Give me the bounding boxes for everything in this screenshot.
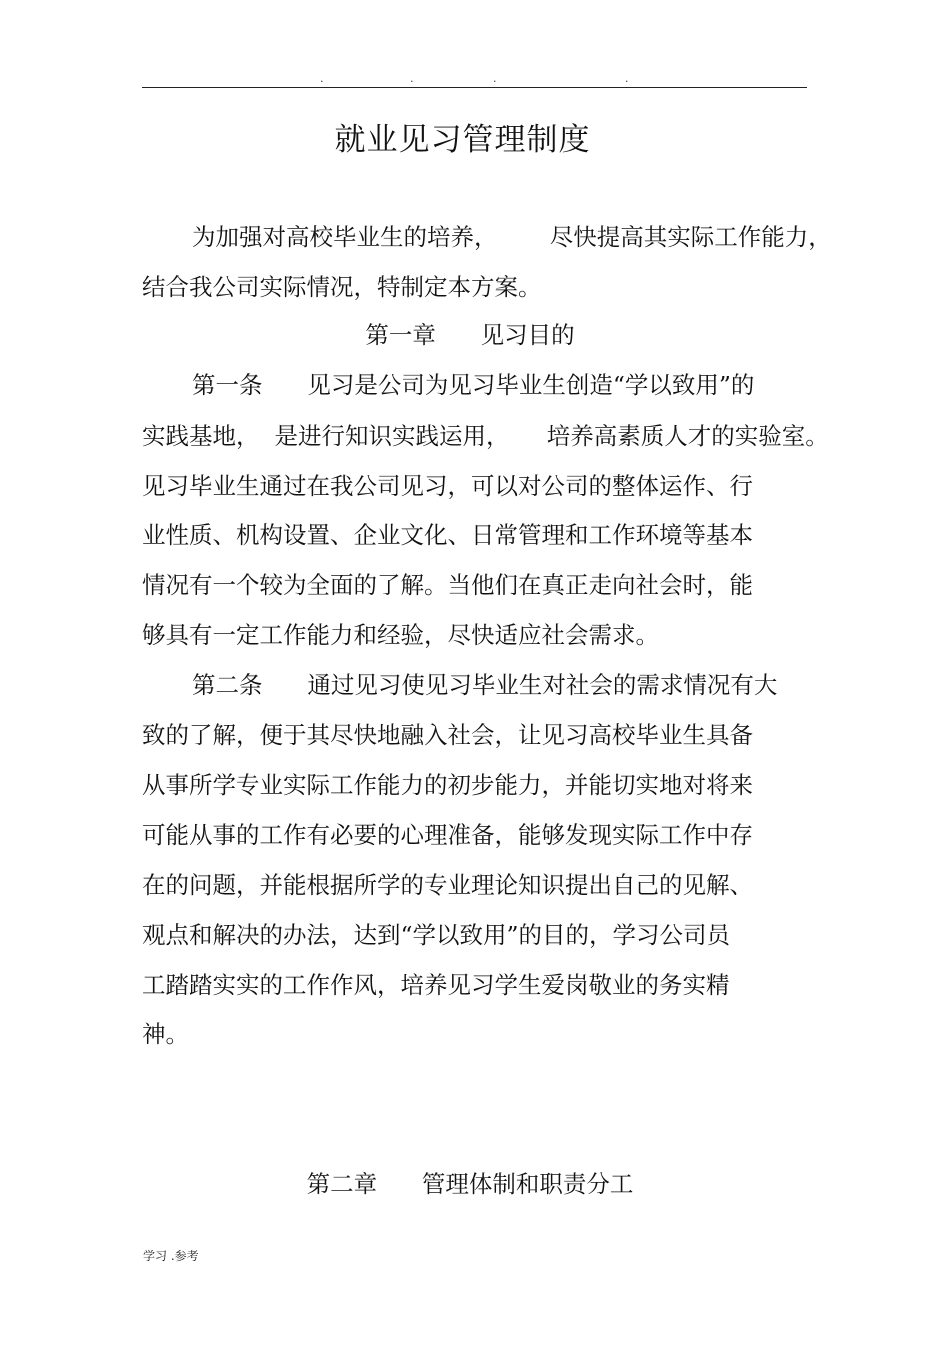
header-dot: . <box>493 72 497 85</box>
paragraph-line: 神。 <box>142 1020 189 1048</box>
header-dot: . <box>410 72 414 85</box>
paragraph-line: 可能从事的工作有必要的心理准备，能够发现实际工作中存 <box>142 821 753 849</box>
chapter-heading: 第一章 见习目的 <box>365 321 575 349</box>
page-footer: 学习 .参考 <box>143 1249 199 1263</box>
paragraph-line: 实践基地， 是进行知识实践运用， 培养高素质人才的实验室。 <box>142 422 829 450</box>
paragraph-line: 为加强对高校毕业生的培养， 尽快提高其实际工作能力， <box>192 223 832 251</box>
paragraph-line: 业性质、机构设置、企业文化、日常管理和工作环境等基本 <box>142 521 753 549</box>
paragraph-line: 第二条 通过见习使见习毕业生对社会的需求情况有大 <box>192 671 778 699</box>
header-dot: . <box>625 72 629 85</box>
header-dot: . <box>320 72 324 85</box>
chapter-heading: 第二章 管理体制和职责分工 <box>306 1170 634 1198</box>
paragraph-line: 从事所学专业实际工作能力的初步能力，并能切实地对将来 <box>142 771 753 799</box>
document-title: 就业见习管理制度 <box>334 122 591 158</box>
paragraph-line: 观点和解决的办法，达到“学以致用”的目的，学习公司员 <box>142 921 731 949</box>
paragraph-line: 致的了解，便于其尽快地融入社会，让见习高校毕业生具备 <box>142 721 753 749</box>
paragraph-line: 在的问题，并能根据所学的专业理论知识提出自己的见解、 <box>142 871 753 899</box>
paragraph-line: 情况有一个较为全面的了解。当他们在真正走向社会时，能 <box>142 571 753 599</box>
header-rule <box>142 87 807 88</box>
paragraph-line: 见习毕业生通过在我公司见习，可以对公司的整体运作、行 <box>142 472 753 500</box>
header-dots <box>0 72 950 86</box>
paragraph-line: 第一条 见习是公司为见习毕业生创造“学以致用”的 <box>192 371 755 399</box>
paragraph-line: 结合我公司实际情况，特制定本方案。 <box>142 273 542 301</box>
paragraph-line: 够具有一定工作能力和经验，尽快适应社会需求。 <box>142 621 659 649</box>
paragraph-line: 工踏踏实实的工作作风，培养见习学生爱岗敬业的务实精 <box>142 971 730 999</box>
